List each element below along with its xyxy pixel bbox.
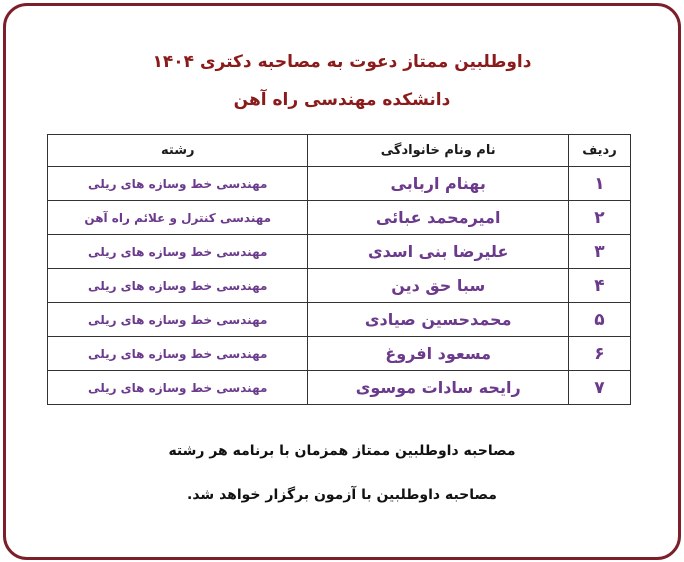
footer-note-exam: مصاحبه داوطلبین با آزمون برگزار خواهد شد. xyxy=(187,487,497,503)
row-field: مهندسی خط وسازه های ریلی xyxy=(48,371,308,405)
table-row xyxy=(48,303,631,337)
candidates-table xyxy=(47,134,631,405)
row-field: مهندسی خط وسازه های ریلی xyxy=(48,167,308,201)
row-name: رایحه سادات موسوی xyxy=(308,371,568,405)
row-name: علیرضا بنی اسدی xyxy=(308,235,568,269)
table-row xyxy=(48,337,631,371)
row-name: امیرمحمد عبائی xyxy=(308,201,568,235)
row-field: مهندسی کنترل و علائم راه آهن xyxy=(48,201,308,235)
row-name: مسعود افروغ xyxy=(308,337,568,371)
row-index: ۴ xyxy=(568,269,630,303)
row-name: محمدحسین صیادی xyxy=(308,303,568,337)
table-row xyxy=(48,201,631,235)
document-title: داوطلبین ممتاز دعوت به مصاحبه دکتری ۱۴۰۴ xyxy=(152,52,532,72)
table-row xyxy=(48,371,631,405)
header-name: نام ونام خانوادگی xyxy=(308,135,568,167)
table-header-row xyxy=(48,135,631,167)
row-index: ۱ xyxy=(568,167,630,201)
header-index: ردیف xyxy=(568,135,630,167)
row-name: بهنام اربابی xyxy=(308,167,568,201)
row-index: ۲ xyxy=(568,201,630,235)
row-index: ۷ xyxy=(568,371,630,405)
row-field: مهندسی خط وسازه های ریلی xyxy=(48,337,308,371)
table-row xyxy=(48,235,631,269)
row-field: مهندسی خط وسازه های ریلی xyxy=(48,269,308,303)
row-field: مهندسی خط وسازه های ریلی xyxy=(48,303,308,337)
row-index: ۳ xyxy=(568,235,630,269)
document-subtitle: دانشکده مهندسی راه آهن xyxy=(233,90,451,110)
table-row xyxy=(48,269,631,303)
row-index: ۵ xyxy=(568,303,630,337)
row-index: ۶ xyxy=(568,337,630,371)
header-field: رشته xyxy=(48,135,308,167)
table-row xyxy=(48,167,631,201)
row-name: سبا حق دین xyxy=(308,269,568,303)
row-field: مهندسی خط وسازه های ریلی xyxy=(48,235,308,269)
footer-note-schedule: مصاحبه داوطلبین ممتاز همزمان با برنامه هر رشته xyxy=(168,443,516,459)
